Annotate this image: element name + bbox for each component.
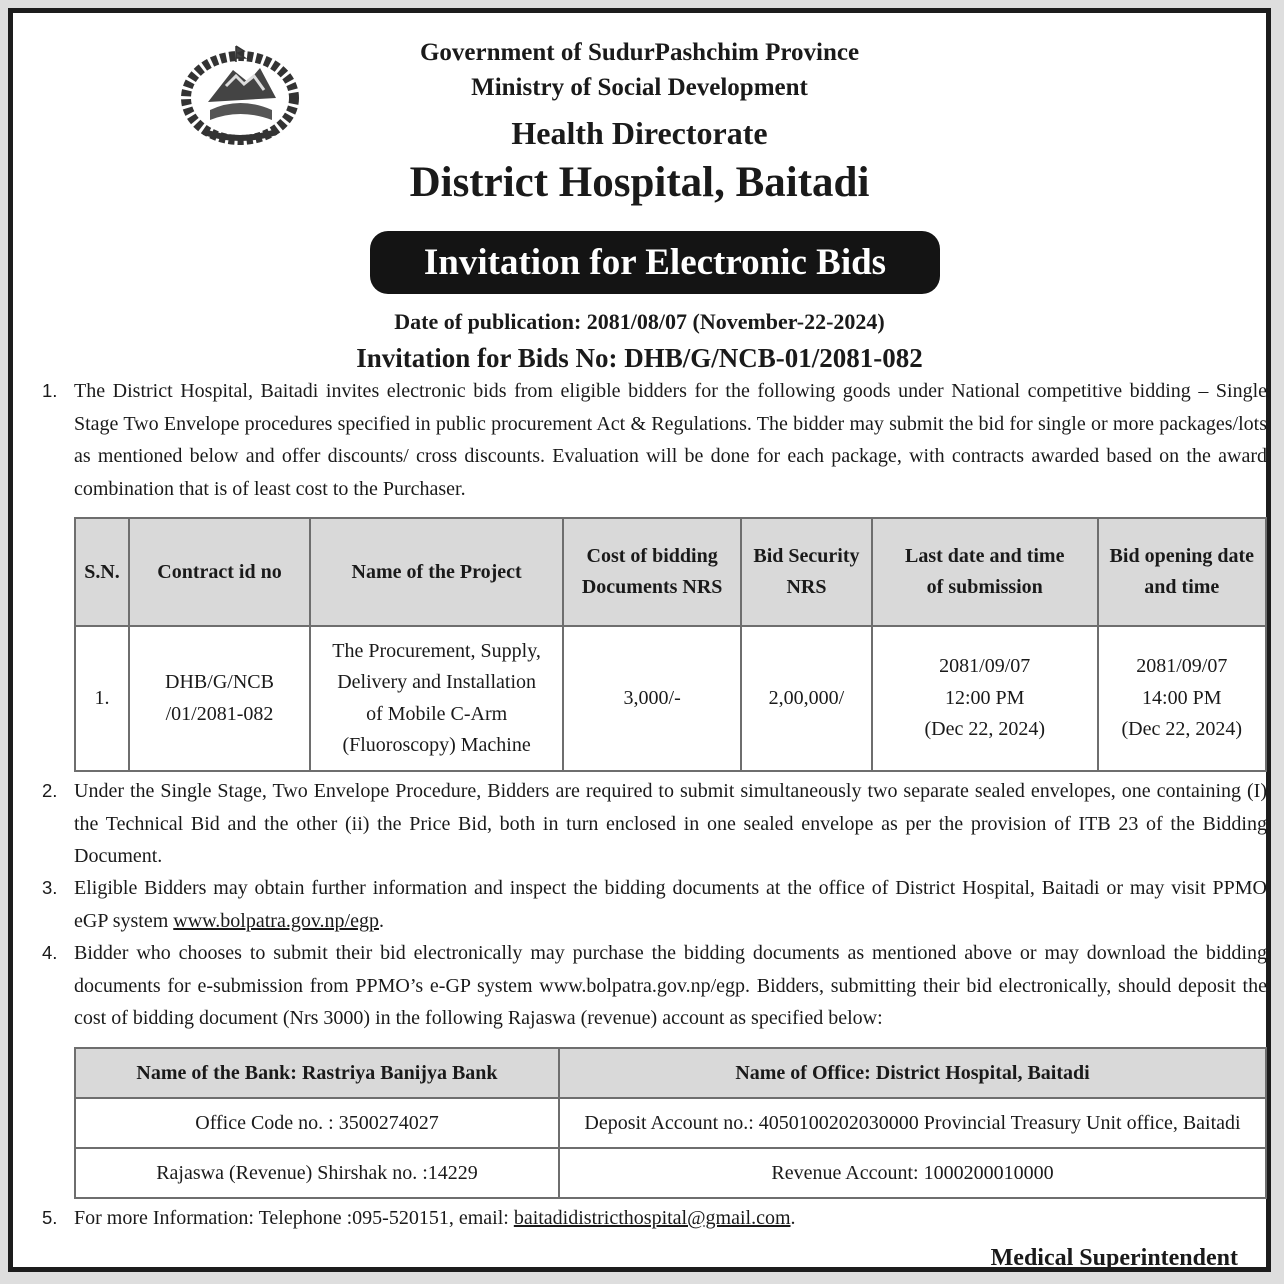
- contract-id-line: DHB/G/NCB: [165, 671, 274, 693]
- project-line: of Mobile C-Arm: [366, 702, 508, 725]
- notice-page: [8, 8, 1271, 1272]
- col-header-contract-id: Contract id no: [129, 518, 310, 626]
- paragraph-number: 4.: [42, 942, 58, 963]
- government-name: Government of SudurPashchim Province: [419, 39, 860, 66]
- cell-cost: 3,000/-: [563, 626, 741, 771]
- paragraph-text: For more Information: Telephone :095-520151, email:: [74, 1207, 514, 1229]
- paragraph-2: [42, 775, 1267, 873]
- revenue-account-cell: Revenue Account: 1000200010000: [559, 1148, 1266, 1198]
- table-row: [75, 1098, 1266, 1148]
- paragraph-text: Bidder who chooses to submit their bid electronically may purchase the bidding documents as mentioned above or may download the bidding documents for e-submission from PPMO’s e-GP system www.bolpatra.gov.np/egp. Bidders, submitting their bid electronically, should deposit the cost of bidding document (Nrs 3000) in the following Rajaswa (revenue) account as specified below:: [74, 942, 1267, 1029]
- cell-submission: [872, 626, 1098, 771]
- project-line: (Fluoroscopy) Machine: [342, 734, 531, 756]
- col-header-submission: Last date and time of submission: [872, 518, 1098, 626]
- col-header-project: Name of the Project: [310, 518, 563, 626]
- submission-date: 2081/09/07: [939, 655, 1031, 678]
- contract-id-line: /01/2081-082: [165, 702, 274, 725]
- bank-name-header: Name of the Bank: Rastriya Banijya Bank: [75, 1048, 559, 1098]
- cell-sn: 1.: [75, 626, 129, 771]
- title-banner: Invitation for Electronic Bids: [370, 231, 940, 294]
- publication-date: Date of publication: 2081/08/07 (November-22-2024): [394, 309, 885, 334]
- paragraph-number: 2.: [42, 780, 58, 801]
- paragraph-3: [42, 872, 1267, 937]
- hospital-name: District Hospital, Baitadi: [409, 159, 870, 206]
- submission-ad-date: (Dec 22, 2024): [924, 718, 1045, 741]
- table-header-row: [75, 1048, 1266, 1098]
- opening-ad-date: (Dec 22, 2024): [1121, 718, 1243, 741]
- directorate-name: Health Directorate: [511, 115, 768, 151]
- revenue-shirshak-cell: Rajaswa (Revenue) Shirshak no. :14229: [75, 1148, 559, 1198]
- submission-time: 12:00 PM: [945, 686, 1025, 709]
- ifb-number: Invitation for Bids No: DHB/G/NCB-01/2081-082: [356, 343, 923, 373]
- paragraph-number: 1.: [42, 380, 58, 401]
- cell-security: 2,00,000/: [741, 626, 872, 771]
- paragraph-text-end: .: [378, 909, 384, 932]
- paragraph-1: [42, 375, 1267, 505]
- paragraph-5: [42, 1202, 1267, 1235]
- project-line: The Procurement, Supply,: [332, 639, 541, 662]
- office-code-cell: Office Code no. : 3500274027: [75, 1098, 559, 1148]
- col-header-security: Bid Security NRS: [741, 518, 872, 626]
- deposit-account-cell: Deposit Account no.: 4050100202030000 Provincial Treasury Unit office, Baitadi: [559, 1098, 1266, 1148]
- project-line: Delivery and Installation: [337, 671, 537, 693]
- cell-contract-id: [129, 626, 310, 771]
- col-header-opening: Bid opening date and time: [1098, 518, 1266, 626]
- ministry-name: Ministry of Social Development: [471, 74, 808, 101]
- cell-opening: [1098, 626, 1266, 771]
- email-link[interactable]: baitadidistricthospital@gmail.com: [513, 1207, 791, 1229]
- bank-account-table: [74, 1047, 1267, 1199]
- paragraph-number: 5.: [42, 1207, 58, 1228]
- col-header-cost: Cost of bidding Documents NRS: [563, 518, 741, 626]
- bid-table: [74, 517, 1267, 772]
- table-row: [75, 1148, 1266, 1198]
- paragraph-text-end: .: [790, 1207, 796, 1229]
- signature-title: Medical Superintendent: [990, 1245, 1238, 1271]
- col-header-sn: S.N.: [75, 518, 129, 626]
- cell-project: [310, 626, 563, 771]
- paragraph-number: 3.: [42, 877, 58, 898]
- paragraph-text: Under the Single Stage, Two Envelope Procedure, Bidders are required to submit simultaneously two separate sealed envelopes, one containing (I) the Technical Bid and the other (ii) the Price Bid, both in turn enclosed in one sealed envelope as per the provision of ITB 23 of the Bidding Document.: [74, 780, 1267, 867]
- table-header-row: [75, 518, 1266, 626]
- paragraph-4: [42, 937, 1267, 1035]
- opening-date: 2081/09/07: [1136, 655, 1228, 678]
- paragraph-text: Eligible Bidders may obtain further information and inspect the bidding documents at the office of District Hospital, Baitadi or may visit PPMO eGP system: [74, 877, 1267, 932]
- office-name-header: Name of Office: District Hospital, Baitadi: [559, 1048, 1266, 1098]
- table-row: [75, 626, 1266, 771]
- egp-link[interactable]: www.bolpatra.gov.np/egp: [173, 909, 379, 932]
- opening-time: 14:00 PM: [1142, 686, 1222, 709]
- paragraph-text: The District Hospital, Baitadi invites electronic bids from eligible bidders for the following goods under National competitive bidding – Single Stage Two Envelope procedures specified in public procurement Act & Regulations. The bidder may submit the bid for single or more packages/lots as mentioned below and offer discounts/ cross discounts. Evaluation will be done for each package, with contracts awarded based on the award combination that is of least cost to the Purchaser.: [74, 380, 1267, 500]
